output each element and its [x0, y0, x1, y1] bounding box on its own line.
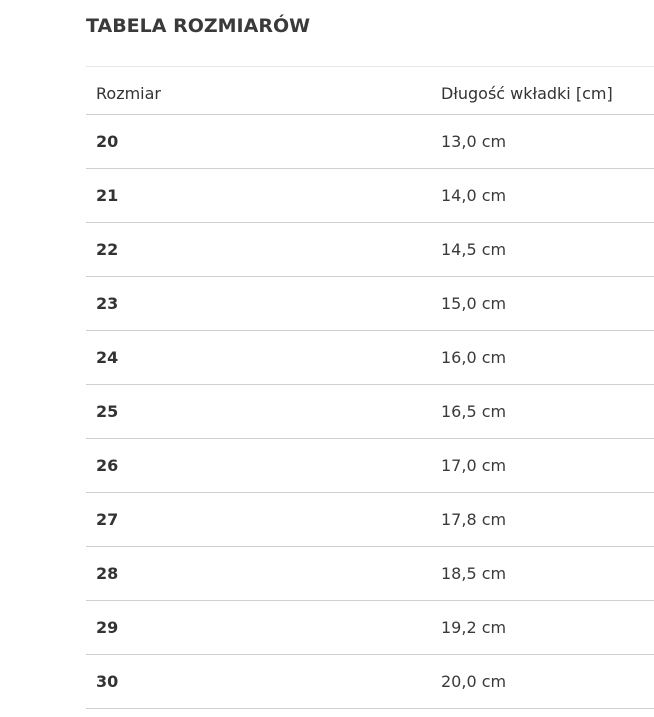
size-cell: 25	[96, 402, 119, 421]
column-header-size: Rozmiar	[96, 84, 161, 103]
table-header-row	[86, 67, 654, 115]
insole-length-cell: 19,2 cm	[441, 618, 507, 637]
table-row	[86, 493, 654, 547]
insole-length-cell: 17,0 cm	[441, 456, 507, 475]
insole-length-cell: 17,8 cm	[441, 510, 507, 529]
size-cell: 21	[96, 186, 119, 205]
insole-length-cell: 15,0 cm	[441, 294, 507, 313]
size-cell: 23	[96, 294, 119, 313]
table-row	[86, 547, 654, 601]
insole-length-cell: 13,0 cm	[441, 132, 507, 151]
table-row	[86, 655, 654, 709]
insole-length-cell: 16,0 cm	[441, 348, 507, 367]
insole-length-cell: 14,5 cm	[441, 240, 507, 259]
size-cell: 20	[96, 132, 119, 151]
table-row	[86, 439, 654, 493]
table-row	[86, 223, 654, 277]
table-row	[86, 277, 654, 331]
table-row	[86, 169, 654, 223]
size-table	[86, 66, 654, 709]
insole-length-cell: 18,5 cm	[441, 564, 507, 583]
table-row	[86, 115, 654, 169]
table-row	[86, 601, 654, 655]
table-row	[86, 385, 654, 439]
table-row	[86, 331, 654, 385]
column-header-insole-length: Długość wkładki [cm]	[441, 84, 613, 103]
size-cell: 30	[96, 672, 119, 691]
size-cell: 24	[96, 348, 119, 367]
insole-length-cell: 16,5 cm	[441, 402, 507, 421]
insole-length-cell: 20,0 cm	[441, 672, 507, 691]
size-cell: 27	[96, 510, 119, 529]
page-title: TABELA ROZMIARÓW	[86, 15, 311, 37]
size-cell: 28	[96, 564, 119, 583]
insole-length-cell: 14,0 cm	[441, 186, 507, 205]
size-cell: 26	[96, 456, 119, 475]
size-cell: 22	[96, 240, 119, 259]
size-cell: 29	[96, 618, 119, 637]
